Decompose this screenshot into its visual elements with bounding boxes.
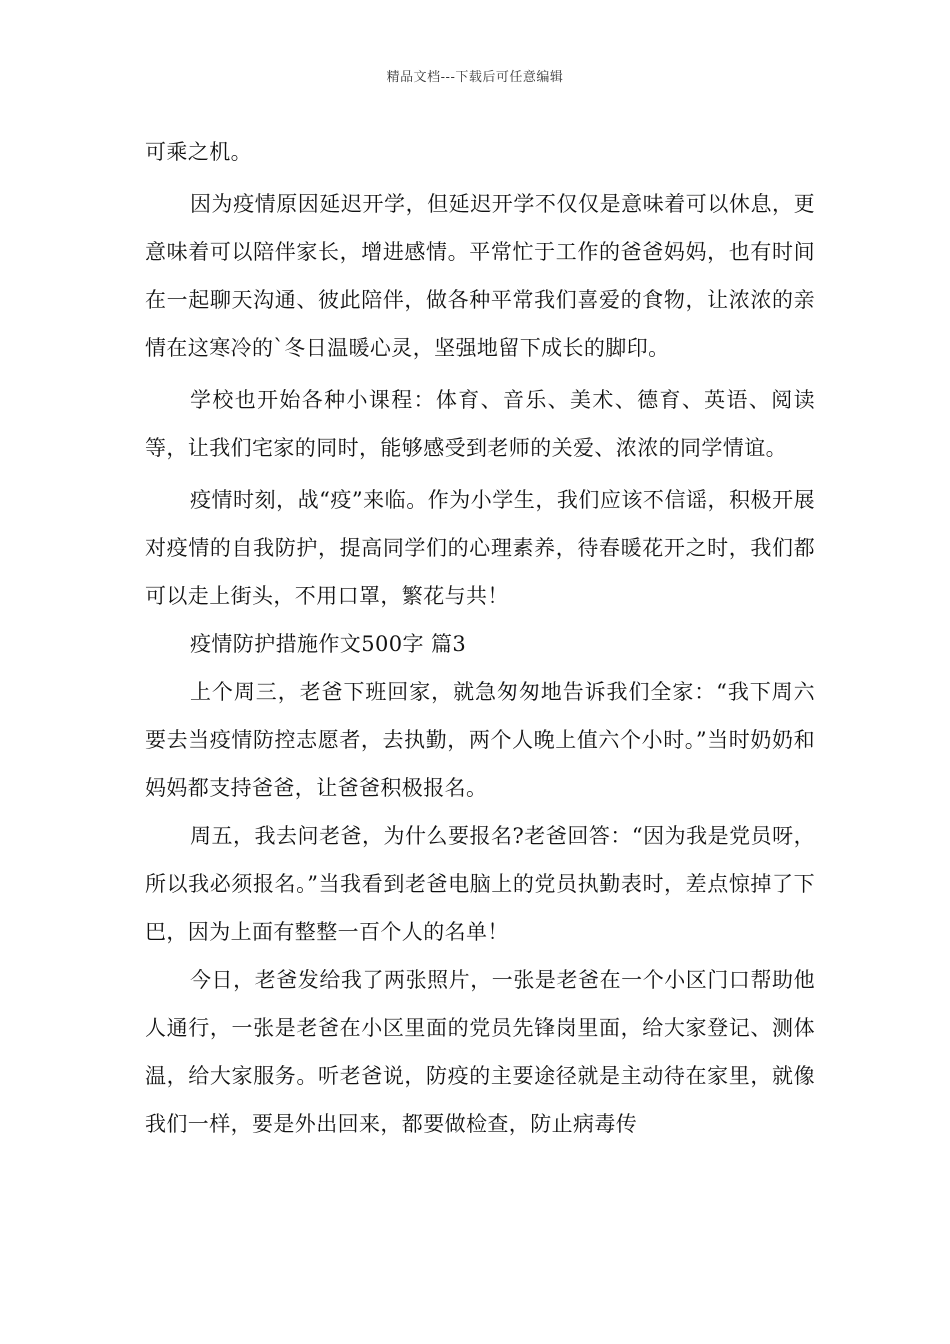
paragraph: 疫情时刻，战“疫”来临。作为小学生，我们应该不信谣，积极开展对疫情的自我防护，提高同学们的心理素养，待春暖花开之时，我们都可以走上街头，不用口罩，繁花与共！ [145,488,815,608]
paragraph: 周五，我去问老爸，为什么要报名?老爸回答：“因为我是党员呀，所以我必须报名。”当我看到老爸电脑上的党员执勤表时，差点惊掉了下巴，因为上面有整整一百个人的名单！ [145,824,815,944]
paragraph: 因为疫情原因延迟开学，但延迟开学不仅仅是意味着可以休息，更意味着可以陪伴家长，增进感情。平常忙于工作的爸爸妈妈，也有时间在一起聊天沟通、彼此陪伴，做各种平常我们喜爱的食物，让浓浓的亲情在这寒冷的`冬日温暖心灵，坚强地留下成长的脚印。 [145,192,815,360]
paragraph: 上个周三，老爸下班回家，就急匆匆地告诉我们全家：“我下周六要去当疫情防控志愿者，去执勤，两个人晚上值六个小时。”当时奶奶和妈妈都支持爸爸，让爸爸积极报名。 [145,680,815,800]
paragraph: 今日，老爸发给我了两张照片，一张是老爸在一个小区门口帮助他人通行，一张是老爸在小区里面的党员先锋岗里面，给大家登记、测体温，给大家服务。听老爸说，防疫的主要途径就是主动待在家里，就像我们一样，要是外出回来，都要做检查，防止病毒传 [145,968,815,1136]
paragraph-continuation: 可乘之机。 [145,140,252,164]
section-title: 疫情防护措施作文500字 篇3 [190,632,467,656]
document-body [145,128,815,1148]
page-header: 精品文档---下载后可任意编辑 [386,70,564,85]
paragraph: 学校也开始各种小课程：体育、音乐、美术、德育、英语、阅读等，让我们宅家的同时，能够感受到老师的关爱、浓浓的同学情谊。 [145,388,815,460]
